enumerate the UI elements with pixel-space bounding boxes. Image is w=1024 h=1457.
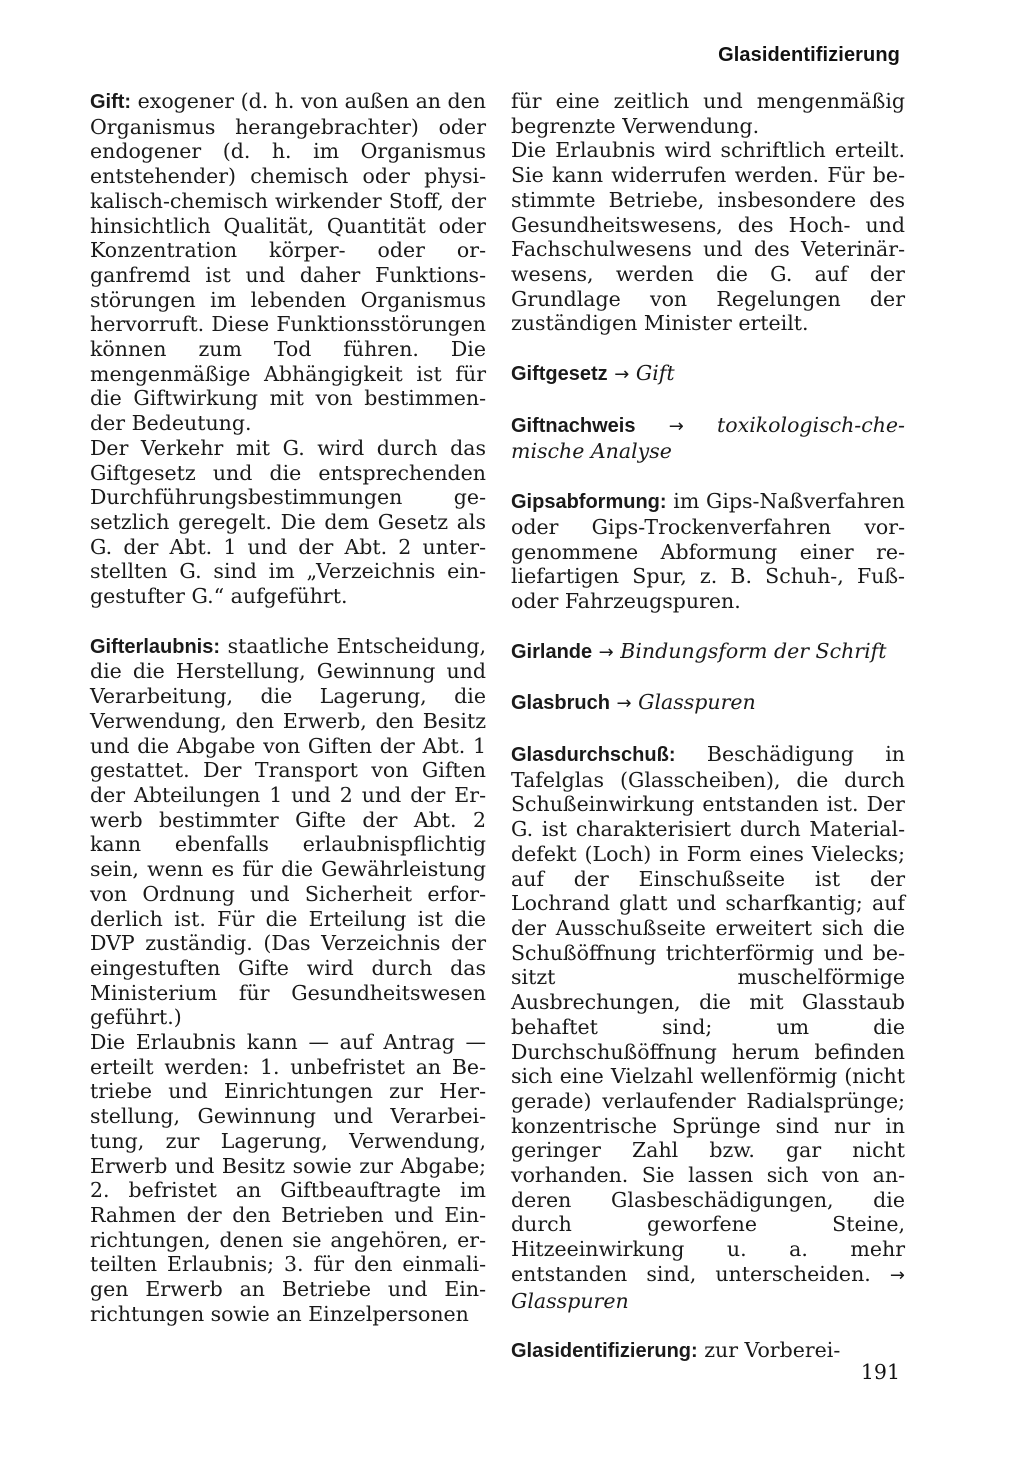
entry-text: im Gips-Naßverfahren oder Gips-Trockenverfahren vorgenommene Abformung einer reliefartigen Spur, z. B. Schuh-, Fuß- oder Fahrzeugspuren. (511, 489, 905, 613)
cross-reference-arrow-icon: → (614, 364, 630, 386)
entry-paragraph (511, 639, 905, 666)
left-column (90, 89, 486, 1351)
cross-reference: toxikologisch-chemische Analyse (511, 412, 905, 464)
cross-reference-arrow-icon: → (616, 693, 632, 715)
entry-paragraph: für eine zeitlich und mengenmäßig begrenzte Verwendung. (511, 89, 905, 138)
entry-paragraph (511, 361, 905, 388)
entry-glasbruch (511, 690, 905, 717)
cross-reference-arrow-icon: → (668, 415, 684, 437)
entry-text: staatliche Entscheidung, die die Herstellung, Gewinnung und Verarbeitung, die Lagerung, die Verwendung, den Erwerb, den Besitz und die Abgabe von Giften der Abt. 1 gestattet. Der Transport von Giften der Abteilungen 1 und 2 und der Erwerb bestimmter Gifte der Abt. 2 kann ebenfalls erlaubnispflichtig sein, wenn es für die Gewährleistung von Ordnung und Sicherheit erforderlich ist. Für die Erteilung ist die DVP zuständig. (Das Verzeichnis der eingestuften Gifte wird durch das Ministerium für Gesundheitswesen geführt.) (90, 633, 486, 1030)
entry-term: Gipsabformung: (511, 491, 667, 514)
entry-paragraph (511, 1338, 905, 1364)
entry-term: Glasdurchschuß: (511, 744, 676, 767)
entry-term: Giftnachweis (511, 414, 636, 437)
entry-text: zur Vorberei- (704, 1338, 841, 1363)
entry-paragraph (511, 489, 905, 614)
entry-text: Beschädigung in Tafelglas (Glasscheiben), die durch Schußeinwirkung entstanden ist. Der G. ist charakterisiert durch Materialdefekt (Loch) in Form eines Vielecks; auf der Einschußseite ist der Lochrand glatt und scharfkantig; auf der Ausschußseite erweitert sich die Schußöffnung trichterförmig und besitzt muschelförmige Ausbrechungen, die mit Glasstaub behaftet sind; um die Durchschußöffnung herum befinden sich eine Vielzahl wellenförmig (nicht gerade) verlaufender Radialsprünge; konzentrische Sprünge sind nur in geringer Zahl bzw. gar nicht vorhanden. Sie lassen sich von anderen Glasbeschädigungen, die durch geworfene Steine, Hitzeeinwirkung u. a. mehr entstanden sind, unterscheiden. (511, 742, 905, 1286)
entry-paragraph: Die Erlaubnis kann — auf Antrag — erteilt werden: 1. unbefristet an Betriebe und Einrichtungen zur Herstellung, Gewinnung und Verarbeitung, zur Lagerung, Verwendung, Erwerb und Besitz sowie zur Abgabe; 2. befristet an Giftbeauftragte im Rahmen der den Betrieben und Einrichtungen, denen sie angehören, erteilten Erlaubnis; 3. für den einmaligen Erwerb an Betriebe und Einrichtungen sowie an Einzelpersonen (90, 1030, 486, 1326)
entry-term: Gifterlaubnis: (90, 635, 221, 658)
running-head: Glasidentifizierung (718, 44, 900, 66)
entry-paragraph: Der Verkehr mit G. wird durch das Giftgesetz und die entsprechenden Durchführungsbestimmungen gesetzlich geregelt. Die dem Gesetz als G. der Abt. 1 und der Abt. 2 unterstellten G. sind im „Verzeichnis eingestufter G.“ aufgeführt. (90, 435, 486, 609)
entry-giftnachweis (511, 413, 905, 464)
entry-term: Gift: (90, 91, 132, 113)
entry-term: Glasbruch (511, 692, 610, 715)
cross-reference: Bindungsform der Schrift (620, 638, 887, 663)
entry-term: Giftgesetz (511, 363, 608, 386)
entry-paragraph (511, 413, 905, 464)
entry-gift (90, 89, 486, 609)
cross-reference: Glasspuren (638, 690, 756, 715)
entry-term: Glasidentifizierung: (511, 1340, 698, 1363)
entry-glasidentifizierung (511, 1338, 905, 1364)
entry-giftgesetz (511, 361, 905, 388)
entry-girlande (511, 639, 905, 666)
right-column (511, 89, 905, 1389)
cross-reference: Gift (635, 361, 675, 386)
entry-gifterlaubnis-continued (511, 89, 905, 336)
entry-paragraph (90, 634, 486, 1030)
entry-term: Girlande (511, 640, 593, 663)
page-number: 191 (860, 1360, 900, 1384)
entry-gipsabformung (511, 489, 905, 614)
cross-reference-arrow-icon: → (889, 1264, 905, 1286)
entry-text: exogener (d. h. von außen an den Organismus herangebrachter) oder endogener (d. h. im Organismus entstehender) chemisch oder physikalisch-chemisch wirkender Stoff, der hinsichtlich Qualität, Quantität oder Konzentration körper- oder organfremd ist und daher Funktionsstörungen im lebenden Organismus hervorruft. Diese Funktionsstörungen können zum Tod führen. Die mengenmäßige Abhängigkeit ist für die Giftwirkung mit von bestimmender Bedeutung. (90, 89, 486, 436)
cross-reference-arrow-icon: → (598, 641, 614, 663)
entry-paragraph: Die Erlaubnis wird schriftlich erteilt. Sie kann widerrufen werden. Für bestimmte Betriebe, insbesondere des Gesundheitswesens, des Hoch- und Fachschulwesens und des Veterinärwesens, werden die G. auf der Grundlage von Regelungen der zuständigen Minister erteilt. (511, 138, 905, 336)
cross-reference: Glasspuren (511, 1288, 629, 1313)
entry-paragraph (511, 742, 905, 1313)
entry-gifterlaubnis (90, 634, 486, 1327)
entry-paragraph (511, 690, 905, 717)
entry-glasdurchschuss (511, 742, 905, 1313)
entry-paragraph (90, 89, 486, 436)
